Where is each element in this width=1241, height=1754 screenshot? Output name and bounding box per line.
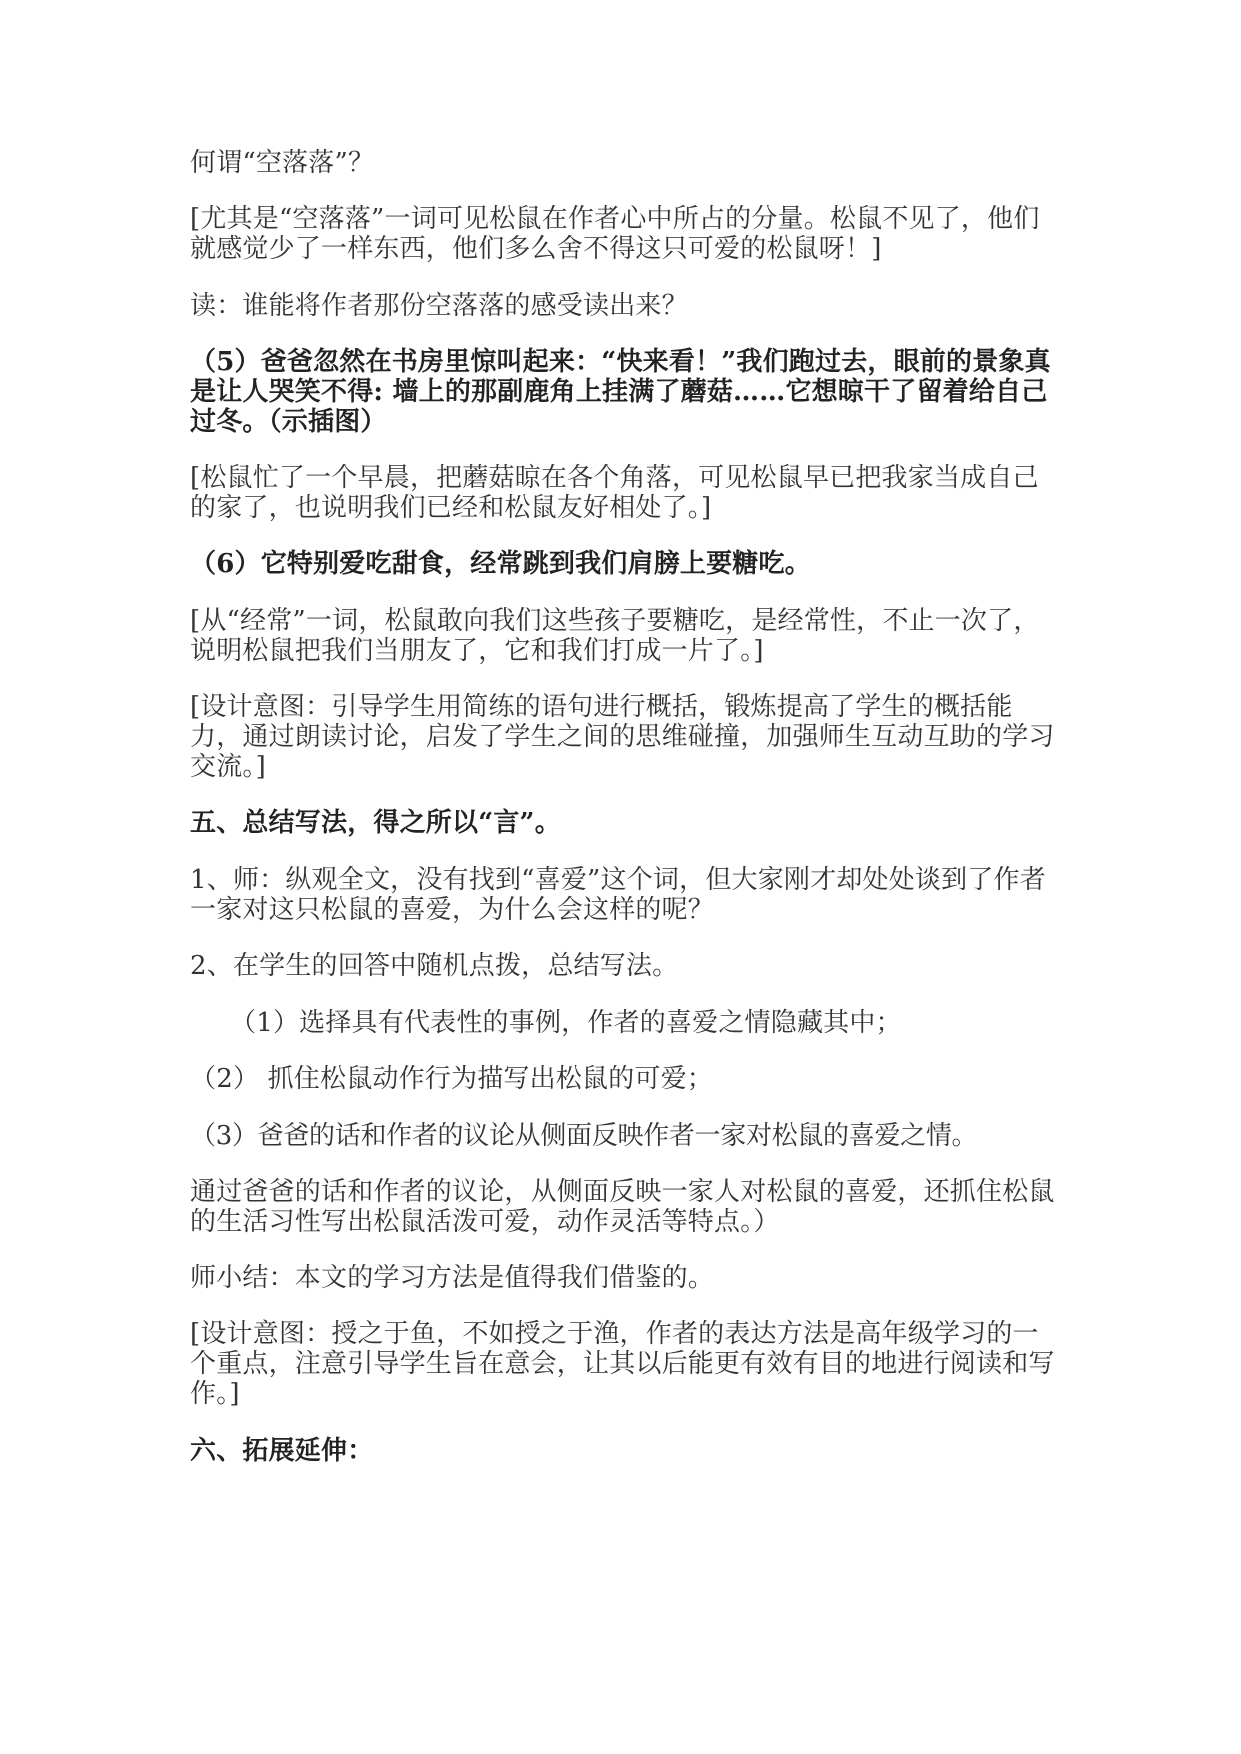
summary-paragraph: 通过爸爸的话和作者的议论，从侧面反映一家人对松鼠的喜爱，还抓住松鼠的生活习性写出松鼠活泼可爱，动作灵活等特点。） xyxy=(190,1177,1055,1237)
teacher-question-paragraph: 1、师：纵观全文，没有找到“喜爱”这个词，但大家刚才却处处谈到了作者一家对这只松鼠的喜爱，为什么会这样的呢？ xyxy=(190,865,1046,925)
design-intent-paragraph: [设计意图：引导学生用简练的语句进行概括，锻炼提高了学生的概括能力，通过朗读讨论，启发了学生之间的思维碰撞，加强师生互动互助的学习交流。] xyxy=(190,692,1055,782)
summary-point-3: （3）爸爸的话和作者的议论从侧面反映作者一家对松鼠的喜爱之情。 xyxy=(190,1121,978,1151)
document-page xyxy=(190,148,1062,1466)
analysis-paragraph: [尤其是“空落落”一词可见松鼠在作者心中所占的分量。松鼠不见了，他们就感觉少了一样东西，他们多么舍不得这只可爱的松鼠呀！] xyxy=(190,204,1040,264)
quoted-text-paragraph-6: （6）它特别爱吃甜食，经常跳到我们肩膀上要糖吃。 xyxy=(190,549,811,579)
question-paragraph: 何谓“空落落”？ xyxy=(190,148,375,178)
analysis-paragraph: [松鼠忙了一个早晨，把蘑菇晾在各个角落，可见松鼠早已把我家当成自己的家了，也说明我们已经和松鼠友好相处了。] xyxy=(190,463,1039,523)
reading-prompt-paragraph: 读：谁能将作者那份空落落的感受读出来？ xyxy=(190,291,688,321)
section-heading-6: 六、拓展延伸： xyxy=(190,1436,374,1466)
quoted-text-paragraph-5: （5）爸爸忽然在书房里惊叫起来：“快来看！”我们跑过去，眼前的景象真是让人哭笑不得: 墙上的那副鹿角上挂满了蘑菇……它想晾干了留着给自己过冬。（示插图） xyxy=(190,347,1051,437)
teacher-summary-paragraph: 师小结：本文的学习方法是值得我们借鉴的。 xyxy=(190,1263,715,1293)
summary-point-2: （2） 抓住松鼠动作行为描写出松鼠的可爱； xyxy=(190,1064,714,1094)
instruction-paragraph: 2、在学生的回答中随机点拨，总结写法。 xyxy=(190,951,679,981)
summary-point-1: （1）选择具有代表性的事例，作者的喜爱之情隐藏其中； xyxy=(230,1008,902,1038)
section-heading-5: 五、总结写法，得之所以“言”。 xyxy=(190,808,561,838)
analysis-paragraph: [从“经常”一词，松鼠敢向我们这些孩子要糖吃，是经常性，不止一次了，说明松鼠把我们当朋友了，它和我们打成一片了。] xyxy=(190,606,1040,666)
design-intent-paragraph: [设计意图：授之于鱼，不如授之于渔，作者的表达方法是高年级学习的一个重点，注意引导学生旨在意会，让其以后能更有效有目的地进行阅读和写作。] xyxy=(190,1319,1055,1409)
